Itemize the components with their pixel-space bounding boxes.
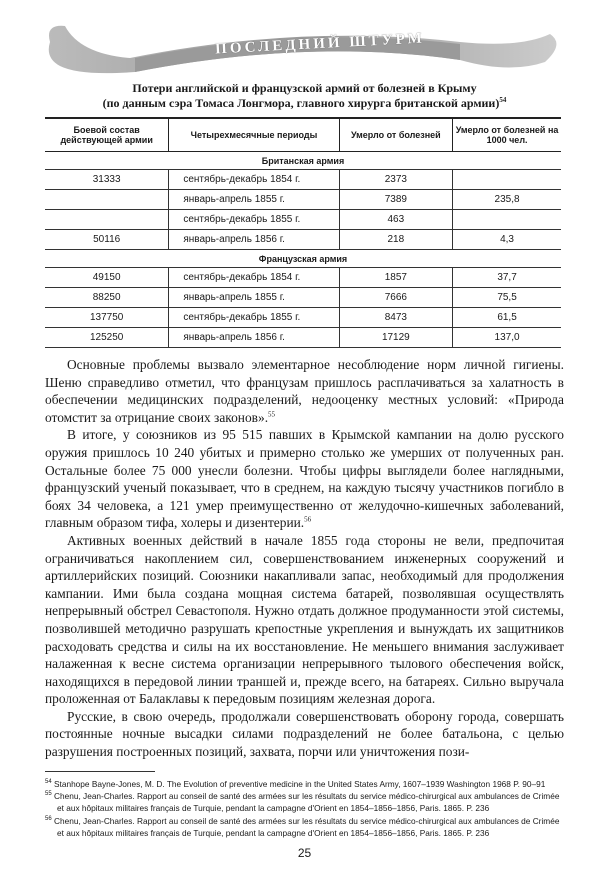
per1000-cell xyxy=(453,210,561,230)
period-cell: январь-апрель 1855 г. xyxy=(169,288,339,308)
caption-line-1: Потери английской и французской армий от болезней в Крыму xyxy=(132,81,477,95)
page-number: 25 xyxy=(297,845,312,860)
footnote-number: 56 xyxy=(45,816,52,823)
footnote-ref: 54 xyxy=(499,96,507,104)
strength-cell: 50116 xyxy=(45,230,169,250)
died-cell: 218 xyxy=(339,230,453,250)
footnote-number: 55 xyxy=(45,791,52,798)
table-row xyxy=(45,288,561,308)
period-cell: январь-апрель 1856 г. xyxy=(169,328,339,348)
caption-line-2: (по данным сэра Томаса Лонгмора, главного хирурга британской армии) xyxy=(102,96,500,110)
col-header-period: Четырехмесячные периоды xyxy=(169,118,339,152)
footnote xyxy=(45,778,565,790)
chapter-banner xyxy=(40,14,570,78)
period-cell: сентябрь-декабрь 1854 г. xyxy=(169,268,339,288)
strength-cell xyxy=(45,210,169,230)
table-row xyxy=(45,190,561,210)
period-cell: сентябрь-декабрь 1855 г. xyxy=(169,210,339,230)
footnote xyxy=(45,790,565,815)
died-cell: 17129 xyxy=(339,328,453,348)
strength-cell xyxy=(45,190,169,210)
per1000-cell: 4,3 xyxy=(453,230,561,250)
section-title: Британская армия xyxy=(45,152,561,170)
table-header-row xyxy=(45,118,561,152)
col-header-died: Умерло от болезней xyxy=(339,118,453,152)
strength-cell: 125250 xyxy=(45,328,169,348)
period-cell: сентябрь-декабрь 1854 г. xyxy=(169,170,339,190)
col-header-strength: Боевой состав действующей армии xyxy=(45,118,169,152)
footnote-ref: 55 xyxy=(268,410,276,419)
table-row xyxy=(45,268,561,288)
chapter-title: ПОСЛЕДНИЙ ШТУРМ xyxy=(214,30,426,58)
footnote-divider xyxy=(45,771,155,772)
footnote-number: 54 xyxy=(45,778,52,785)
strength-cell: 49150 xyxy=(45,268,169,288)
strength-cell: 137750 xyxy=(45,308,169,328)
paragraph xyxy=(45,532,564,708)
footnotes xyxy=(45,778,565,840)
per1000-cell: 75,5 xyxy=(453,288,561,308)
paragraph xyxy=(45,426,564,532)
period-cell: сентябрь-декабрь 1855 г. xyxy=(169,308,339,328)
col-header-per1000: Умерло от болезней на 1000 чел. xyxy=(453,118,561,152)
table-row xyxy=(45,328,561,348)
per1000-cell: 235,8 xyxy=(453,190,561,210)
paragraph-text: Основные проблемы вызвало элементарное несоблюдение норм личной гигиены. Шеню справедливо отметил, что французам пришлось расплачиваться за халатность в обеспечении медицинских подразделений, недооценку местных условий: «Природа отомстит за отрицание своих законов». xyxy=(45,357,564,425)
paragraph-text: Русские, в свою очередь, продолжали совершенствовать оборону города, совершать постоянные ночные высадки силами подразделений не более батальона, с целью разрушения построенных позиций, захвата, порчи или уничтожения пози- xyxy=(45,708,564,760)
section-row xyxy=(45,250,561,268)
died-cell: 7389 xyxy=(339,190,453,210)
body-text xyxy=(45,356,564,761)
table-row xyxy=(45,308,561,328)
section-title: Французская армия xyxy=(45,250,561,268)
footnote xyxy=(45,815,565,840)
paragraph-text: Активных военных действий в начале 1855 года стороны не вели, предпочитая ограничиваться накоплением сил, совершенствованием инженерных сооружений и артиллерийских позиций. Союзники накапливали запас, необходимый для продолжения кампании. Ими была создана мощная система батарей, позволявшая осуществлять непрерывный обстрел Севастополя. Нужно отдать должное продуманности этой системы, позволившей методично разрушать крепостные укрепления и вынуждать их защитников расходовать средства и силы на их восстановление. Не меньшего внимания заслуживает налаженная к весне система организации непрерывного тылового обеспечения войск, находящихся в передовой линии траншей и, прежде всего, на батареях. Сильно выручала проложенная от Балаклавы к передовым позициям железная дорога. xyxy=(45,532,564,707)
table-row xyxy=(45,230,561,250)
losses-table xyxy=(45,117,561,348)
paragraph xyxy=(45,356,564,426)
table-row xyxy=(45,170,561,190)
died-cell: 463 xyxy=(339,210,453,230)
paragraph xyxy=(45,708,564,761)
table-row xyxy=(45,210,561,230)
table-caption xyxy=(45,81,564,111)
died-cell: 8473 xyxy=(339,308,453,328)
strength-cell: 88250 xyxy=(45,288,169,308)
table-body xyxy=(45,152,561,348)
per1000-cell: 37,7 xyxy=(453,268,561,288)
period-cell: январь-апрель 1855 г. xyxy=(169,190,339,210)
section-row xyxy=(45,152,561,170)
died-cell: 7666 xyxy=(339,288,453,308)
footnote-ref: 56 xyxy=(304,515,312,524)
paragraph-text: В итоге, у союзников из 95 515 павших в Крымской кампании на долю русского оружия пришлось 10 240 убитых и примерно столько же умерших от полученных ран. Остальные более 75 000 унесли болезни. Чтобы цифры выглядели более наглядными, французский ученый показывает, что в среднем, на каждую тысячу участников погибло в боях 34 человека, а 121 умер преимущественно от желудочно-кишечных заболеваний, главным образом тифа, холеры и дизентерии. xyxy=(45,427,564,531)
died-cell: 2373 xyxy=(339,170,453,190)
footnote-text: Chenu, Jean-Charles. Rapport au conseil de santé des armées sur les résultats du service médico-chirurgical aux ambulances de Crimée et aux hôpitaux militaires français de Turquie, pendant la campagne d'Orient en 1854–1856–1856, Paris. 1865. P. 236 xyxy=(54,815,560,839)
per1000-cell: 137,0 xyxy=(453,328,561,348)
per1000-cell xyxy=(453,170,561,190)
per1000-cell: 61,5 xyxy=(453,308,561,328)
strength-cell: 31333 xyxy=(45,170,169,190)
footnote-text: Chenu, Jean-Charles. Rapport au conseil de santé des armées sur les résultats du service médico-chirurgical aux ambulances de Crimée et aux hôpitaux militaires français de Turquie, pendant la campagne d'Orient en 1854–1856–1856, Paris. 1865. P. 236 xyxy=(54,791,560,814)
died-cell: 1857 xyxy=(339,268,453,288)
footnote-text: Stanhope Bayne-Jones, M. D. The Evolution of preventive medicine in the United States Army, 1607–1939 Washington 1968 P. 90–91 xyxy=(54,778,546,789)
period-cell: январь-апрель 1856 г. xyxy=(169,230,339,250)
